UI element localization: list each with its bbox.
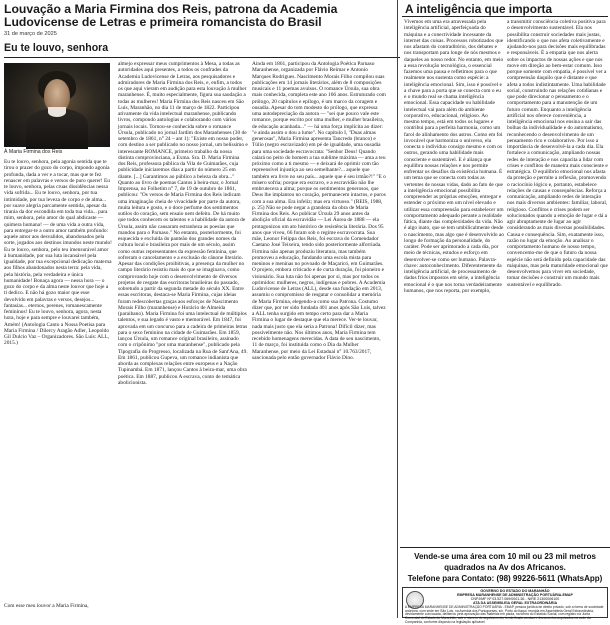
- notice-company-line-2: CNPJ/MF Nº 03.527.069/0001-36 - NIRE 21300006100: [470, 597, 560, 602]
- article-column-2: [118, 61, 248, 613]
- left-article-headline: Louvação a Maria Firmina dos Reis, patrona da Academia Ludovicense de Letras e primeira romancista do Brasil: [4, 2, 338, 29]
- article-date: 31 de março de 2025: [4, 31, 57, 37]
- page-column-divider: [397, 0, 398, 618]
- notice-state-line: GOVERNO DO ESTADO DO MARANHÃO: [480, 589, 550, 593]
- photo-caption: À Maria Firmina dos Reis: [4, 149, 63, 155]
- notice-summary: A EMPRESA MARANHENSE DE ADMINISTRAÇÃO PORTUÁRIA - EMAP, pessoa jurídica de direito privado, sob a forma de sociedade anônima, com sede em São Luís, na Avenida dos Portugueses, s/n, Porto do Itaqui, reunida em Assembleia Geral Extraordinária, devidamente convocada, deliberou pela aprovação das matérias em pauta, na forma do Estatuto Social, com registro na Junta Comercial do Estado do Maranhão, sob o número de arquivamento, tendo ficado as atas e documentos arquivados na sede da Companhia, conforme disposto na legislação aplicável.: [405, 605, 604, 624]
- notice-company-line-1: EMPRESA MARANHENSE DE ADMINISTRAÇÃO PORTUÁRIA-EMAP: [457, 593, 573, 598]
- poem-text: Eu te louvo, senhora, pela agonia sentida que te tirou o prazer do gozo do corpo, impondo agonia profunda, dada a ver e a tocar, mas que te fez renascer em palavras e versos de puro querer! Eu te louvo, senhora, pelas cruas dissidências nessa vida sofrida... Eu te louvo, senhora, por tua intimidade, por tua leveza de corpo e de alma... por suave alegria parcamente sentida, apesar da tirania da dor escondida em toda tua vida... para mim, senhora, pelo amor do qual abdicaste — quimera humana! — de uma vida a outra vida, para entregar-te a outro amor também profundo: aquele amor aos desvalidos, abandonados pela sorte, jogados aos destinos imundos neste mundo! Eu te louvo, senhora, pelo teu imensurável amor à humanidade, por sua luta incansável pela igualdade, por tua excepcional dedicação materna aos filhos abandonados nesta terra: pela vida, pela história, pela verdadeira e única humanidade! Bonaça agora — nessa hora — o gozo do corpo e da alma neste louvor que hoje a ti dedico. E não há gozo maior que esse devolvido em palavras e versos, desejos... fantasias... eternos, perenes, romanescamente femininos! Eu te louvo, senhora, agora, nesta hora, hoje e para sempre e louvarei também, Amém! (Antologia Canto a Nossa Poetisa para Maria Firmina / Dilercy Aragão Adler, Leopoldo Gil Dulcio Vaz – Organizadores. São Luís: ALL, 2015.): [4, 159, 112, 347]
- legacy-text: Ainda em 1861, participou da Antologia Poética Parnaso Maranhense, organizada por Flávio Reimar e Antonio Marques Rodrigues. Nascimento Morais Filho compilou suas publicações em 14 jornais literários, além de 8 composições musicais e 11 poemas avulsos. O romance Úrsula, sua obra mais conhecida, completa este ano 166 anos. Estruturado com prólogo, 20 capítulos e epílogo, é um marco da coragem e ousadia. Apesar do tom modesto do prólogo, que expressa uma autodepreciação da autora — "sei que pouco vale este romance, porque escrito por uma mulher, e mulher brasileira, de educação acanhada..." — há uma força implícita ao dizer: "e ainda assim o dou a lume". No capítulo I, "Duas almas generosas", Maria Firmina apresenta Tancredo (branco) e Túlio (negro escravizado) em pé de igualdade, uma ousadia para uma sociedade escravocrata: "Senhor Deus! Quando calará no peito do homem a tua sublime máxima — ama a teu próximo como a ti mesmo — e deixará de oprimir com tão repreensível injustiça ao seu semelhante?... aquele que também era livre no seu país... aquele que é seu irmão?!" "E o mísero sofria; porque era escravo, e a escravidão não lhe embrutecera a alma; porque os sentimentos generosos, que Deus lhe implantou no coração, permanecem intactos, e puros com a sua alma. Era infeliz; mas era virtuoso." (REIS, 1988, p. 25) Não se pode negar a grandeza da obra de Maria Firmina dos Reis. Ao publicar Úrsula 29 anos antes da abolição oficial da escravidão — Lei Áurea de 1888 — ela protagonizou um ato histórico de resistência literária. Dos 95 anos que viveu, 66 foram sob o regime escravocrata. Sua mãe, Leonor Felippa dos Reis, foi escrava do Comendador Caetano José Teixeira, tendo sido posteriormente alforriada. Firmina não apenas produziu literatura, mas também promoveu a educação, fundando uma escola mista para meninos e meninas no povoado de Maçaricó, em Guimarães. O projeto, embora criticado e de curta duração, foi pioneiro e visionário. Sua luta não foi apenas por si, mas por todos os oprimidos: mulheres, negros, indígenas e pobres. A Academia Ludovicense de Letras (ALL), desde sua fundação em 2013, assumiu o compromisso de resgatar e consolidar a memória de Maria Firmina, elegendo-a como sua Patrona. Costumo dizer que, por ter sido fundada 401 anos após São Luís, talvez a ALL tenha surgido em tempo certo para dar a Maria Firmina o lugar de destaque que ela merece. Ver-te louvar, nada mais justo que ela seria a Patrona! Difícil dizer, mas possivelmente não. Nos últimos anos, Maria Firmina tem recebido homenagens merecidas. A data de seu nascimento, 11 de março, foi instituída como o Dia da Mulher Maranhense, por meio da Lei Estadual n° 10.763/2017, sancionada pelo então governador Flávio Dino.: [252, 61, 386, 361]
- right-column-2: [507, 19, 608, 544]
- ad-line-2: quadrados na Av dos Africanos.: [444, 563, 566, 572]
- portrait-collar: [48, 107, 66, 117]
- portrait-photo: [4, 63, 110, 147]
- article-column-1: [4, 159, 112, 599]
- ad-top-rule: [400, 547, 610, 548]
- right-article-headline: A inteligência que importa: [405, 2, 553, 16]
- article-column-3: [252, 61, 386, 613]
- article-column-1-end: Com esse meu louvor a Maria Firmina,: [4, 603, 89, 609]
- ad-line-3: Telefone para Contato: (98) 99226-5611 (WhatsApp): [407, 574, 603, 583]
- right-headline-rule: [402, 16, 608, 17]
- ad-line-1: Vende-se uma área com 10 mil ou 23 mil metros: [414, 552, 596, 561]
- notice-company-line-3: ATA DA ASSEMBLEIA GERAL EXTRAORDINÁRIA: [472, 601, 558, 606]
- notice-header: [425, 589, 605, 605]
- right-column-1: [404, 19, 504, 544]
- classified-ad: [402, 551, 608, 584]
- government-notice: [402, 587, 608, 624]
- biography-text: almejo expressar meus cumprimentos à Mesa, a todas as autoridades aqui presentes, a todos os confrades da Academia Ludovicense de Letras, aos pesquisadores e admiradores de Maria Firmina dos Reis, e, enfim, a todos os que aqui vieram em audição para esta louvação à mulher maranhense. É, muito especialmente, figura sua saudação a todas as mulheres! Maria Firmina dos Reis nasceu em São Luís, Maranhão, no dia 11 de março de 1822. Participou ativamente da vida intelectual maranhense, publicando livros, compondo antologias e colaborando com vários jornais locais. Tornou-se conhecida sobre o romance Úrsula, publicado no jornal Jardim dos Maranhenses (30 de setembro de 1861, n° 24 – ant 1): "Existe em nosso poder, com destino a ser publicado no nosso jornal, um belíssimo e interessante ROMANCE, primeiro trabalho da nossa distinta comprovinciana, a Exma. Sra. D. Maria Firmina dos Reis, professora pública da Vila de Guimarães, cuja publicidade iniciaremos dias a partir do número 25 em diante. [...] Garantimos ao público a beleza da obra..." Quanto ao livro de poemas Cantos à beira-mar, o Jornal Imprensa, no Folhetim n° 7, de 19 de outubro de 1861, publicou: "Os versos de Maria Firmina dos Reis indicam uma imaginação cheia de vivacidade por parte da autora, muita leitura e gosto, e o doce perfume dos sentimentos sutilos do coração, sem ensaio nem defeito. De há muito que todos conhecem os talentos e a habilidade da autora de Úrsula, assim não causaram estranheza as poesias que mandou para o Parnaso." No entanto, posteriormente, foi esquecida e excluída do panteão dos grandes nomes da cultura local e brasileira por mais de um século, assim como outras representantes da expressão feminina, que sofreram o cancelamento e a exclusão do cânone literário. Apesar das condições proibitivas, a presença da mulher no campo literário resistiu mais do que se imaginava, como comprovando hoje com o desenvolvimento de diversos projetos de resgate das escritoras brasileiras do passado, sobretudo a partir da segunda metade do século XX. Entre essas escritoras, destaca-se Maria Firmina, cujas ideias foram redescobertas graças aos esforços de Nascimento Morais Filho (maranhense) e Horácio de Almeida (paraibano). Maria Firmina foi uma intelectual de múltiplos talentos, e sua legado é vasto e memorável. Em 1847, foi aprovada em um concurso para a cadeira de primeiras letras para o sexo feminino na cidade de Guimarães. Em 1859, lançou Úrsula, um romance original brasileiro, assinado com o cripônimo "por uma maranhense", publicado pela Tipografia do Progresso, localizada na Rua de Sant'Ana, 49. Em 1861, publicou Gupeva, um romance indianista que aborda as complexas relações entre europeus e a Nação Tupinambá. Em 1871, lançou Cantos à beira-mar, uma obra poética. Em 1887, publicou A escrava, conto de temática abolicionista.: [118, 61, 248, 386]
- emotional-intelligence-text-2: a transmitir consciência coletiva positiva para o desenvolvimento sustentável. Ela nos possibilita construir sociedades mais justas, identificando o que nos afeta coletivamente e ajudando-nos para decisões mais equilibradas e responsáveis. É a empatia que nos alerta sobre os impactos de nossas ações e que nos move em direção ao bem-estar comum. Isso porque somente com empatia, é possível ver a compreensão daquilo que é distante e que afeta a todos indistintamente. Uma habilidade social, construindo nas relações cotidianas e que pode direcionar o pensamento e o comportamento para a manutenção de um futuro comum. Enquanto a inteligência artificial nos oferece conveniência, a inteligência emocional nos ensina a sair das bolhas da individualidade e do automatismo, reconhecendo o desenvolvimento de um pensamento rico e colaborativo. Por isso a importância de desenvolvê-la a cada dia. Ela fortalece a comunicação, ampliando nossas redes de interação e nos capacita a lidar com crises e conflitos de maneira mais consciente e estratégica. O equilíbrio emocional nos afasta da proteção e permite a reflexão, promovendo o raciocínio lógico e, portanto, estabelece relações de causas e consequências. Reforça a comunicação, ampliando redes de interação nos mais diversos ambientes: familiar, laboral, religioso. Conflitos e crises podem ser solucionados quando a emoção de lugar e dá a agir abruptamente de lugar ao agir considerando as mais diversas possibilidades. Causa e consequência. Sim, exatamente isso, razão no lugar da emoção. Ao analisar o comportamento humano de nosso tempo, convencemo-me de que o futuro da nossa espécie não será definido pela capacidade das máquinas, mas pela maturidade emocional que desenvolvemos para viver em sociedade, tomar decisões e construir um mundo mais sustentável e equilibrado.: [507, 19, 608, 288]
- article-subhead: Eu te louvo, senhora: [4, 42, 109, 54]
- subhead-rule: [4, 57, 400, 58]
- emotional-intelligence-text-1: Vivemos em uma era atravessada pela inteligência artificial, aperfeiçoada do máquina e a conectividade incessante da internet das coisas. Processos robotizados que nos afastam do contraditório, dos debates e nos transportam para longe de nós mesmos e daqueles ao nosso redor. No entanto, em meio a essa revolução tecnológica, o essencial fazemos uma pausa e refletimos para o que realmente nos sustenta como espécie: a inteligência emocional. Sim, isso é possível e a chave para a porta que se conecta com o eu e o mundo real se chama inteligência emocional. Essa capacidade ou habilidade intelectual vai para além do ambiente corporativo, educacional, religioso. Ao mesmo tempo, está em todos os lugares e contribui para a perfeita harmonia, como um farol de alinhamento dos astros. Como em foi invocável que harmoniza o universo, ela conecta o indivíduo consigo mesmo e com os outros, gerando uma habilidade mais consciente e sustentável. E é aliança que equilibra nossas relações e nos permite enfrentar os desafios da existência humana. É um tema que se conecta com todas as vertentes de nossas vidas, dado ao fato de que a inteligência emocional possibilita compreender as próprias emoções, entregar e estender o próximo em um nível elevado e utilizar essa compreensão para estabelecer um comportamento adequado perante a realidade fática, diante das complexidades da vida. Não é algo inato, que se tem umbilicalmente desde o nascimento, mas algo que é desenvolvido ao longo de formação da personalidade, do caráter. Pode ser aprimorado a cada dia, por meio de técnicas, estudos e esforço em desenvolver-se como ser humano. Palavra-chave: autoconhecimento. Diferentemente da inteligência artificial, de processamento de dados frios impostos em série, a inteligência emocional é o que nos torna verdadeiramente humanos, que nos reporta, por exemplo,: [404, 19, 505, 294]
